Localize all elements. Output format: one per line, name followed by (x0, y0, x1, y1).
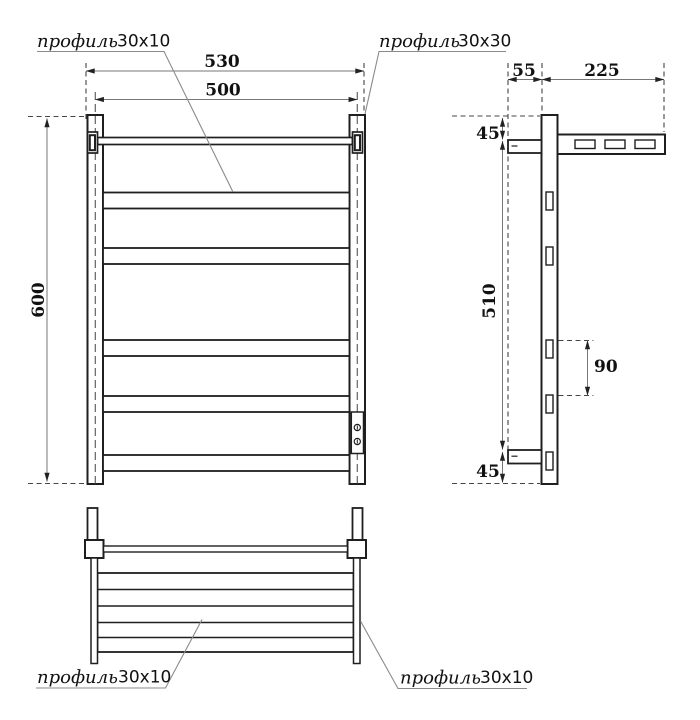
bv-left-leg (91, 558, 98, 664)
front-inner-width-label: 500 (205, 80, 241, 101)
rail-5 (103, 455, 350, 471)
callout-bottom-left-size: 30x10 (118, 667, 172, 688)
callout-top-left-label: профиль (37, 31, 118, 52)
callout-top-left-leader (37, 52, 233, 193)
side-view (452, 61, 665, 484)
bv-hanger-bar (104, 546, 348, 552)
shelf-arm (558, 135, 666, 155)
side-rail-gap-label: 90 (594, 357, 618, 377)
bv-left-block (85, 540, 104, 558)
front-overall-width-label: 530 (204, 52, 240, 72)
bv-right-block (348, 540, 367, 558)
bottom-view (85, 508, 366, 664)
rail-1 (103, 193, 350, 209)
top-bar (98, 138, 353, 145)
callout-bottom-left-label: профиль (37, 667, 118, 688)
bv-right-leg (354, 558, 361, 664)
callout-top-right-label: профиль (379, 31, 460, 52)
callout-bottom-right-label: профиль (400, 667, 481, 689)
side-post (542, 115, 558, 484)
callout-top-left-size: 30x10 (117, 31, 171, 52)
side-mount-span-label: 510 (480, 283, 500, 319)
callout-top-right-leader (365, 52, 506, 115)
side-top-offset-label: 45 (476, 124, 500, 144)
side-bottom-offset-label: 45 (476, 462, 500, 482)
side-wall-offset-label: 55 (512, 61, 536, 81)
rail-4 (103, 396, 350, 412)
rail-3 (103, 340, 350, 356)
bv-right-stem (353, 508, 363, 541)
control-box (351, 412, 363, 454)
rail-2 (103, 248, 350, 264)
callout-top-right-size: 30x30 (458, 31, 512, 52)
front-height-label: 600 (29, 282, 49, 318)
side-shelf-depth-label: 225 (584, 61, 620, 81)
bv-rail-deck (98, 573, 354, 652)
bv-left-stem (88, 508, 98, 541)
callout-bottom-right-size: 30x10 (480, 668, 534, 688)
